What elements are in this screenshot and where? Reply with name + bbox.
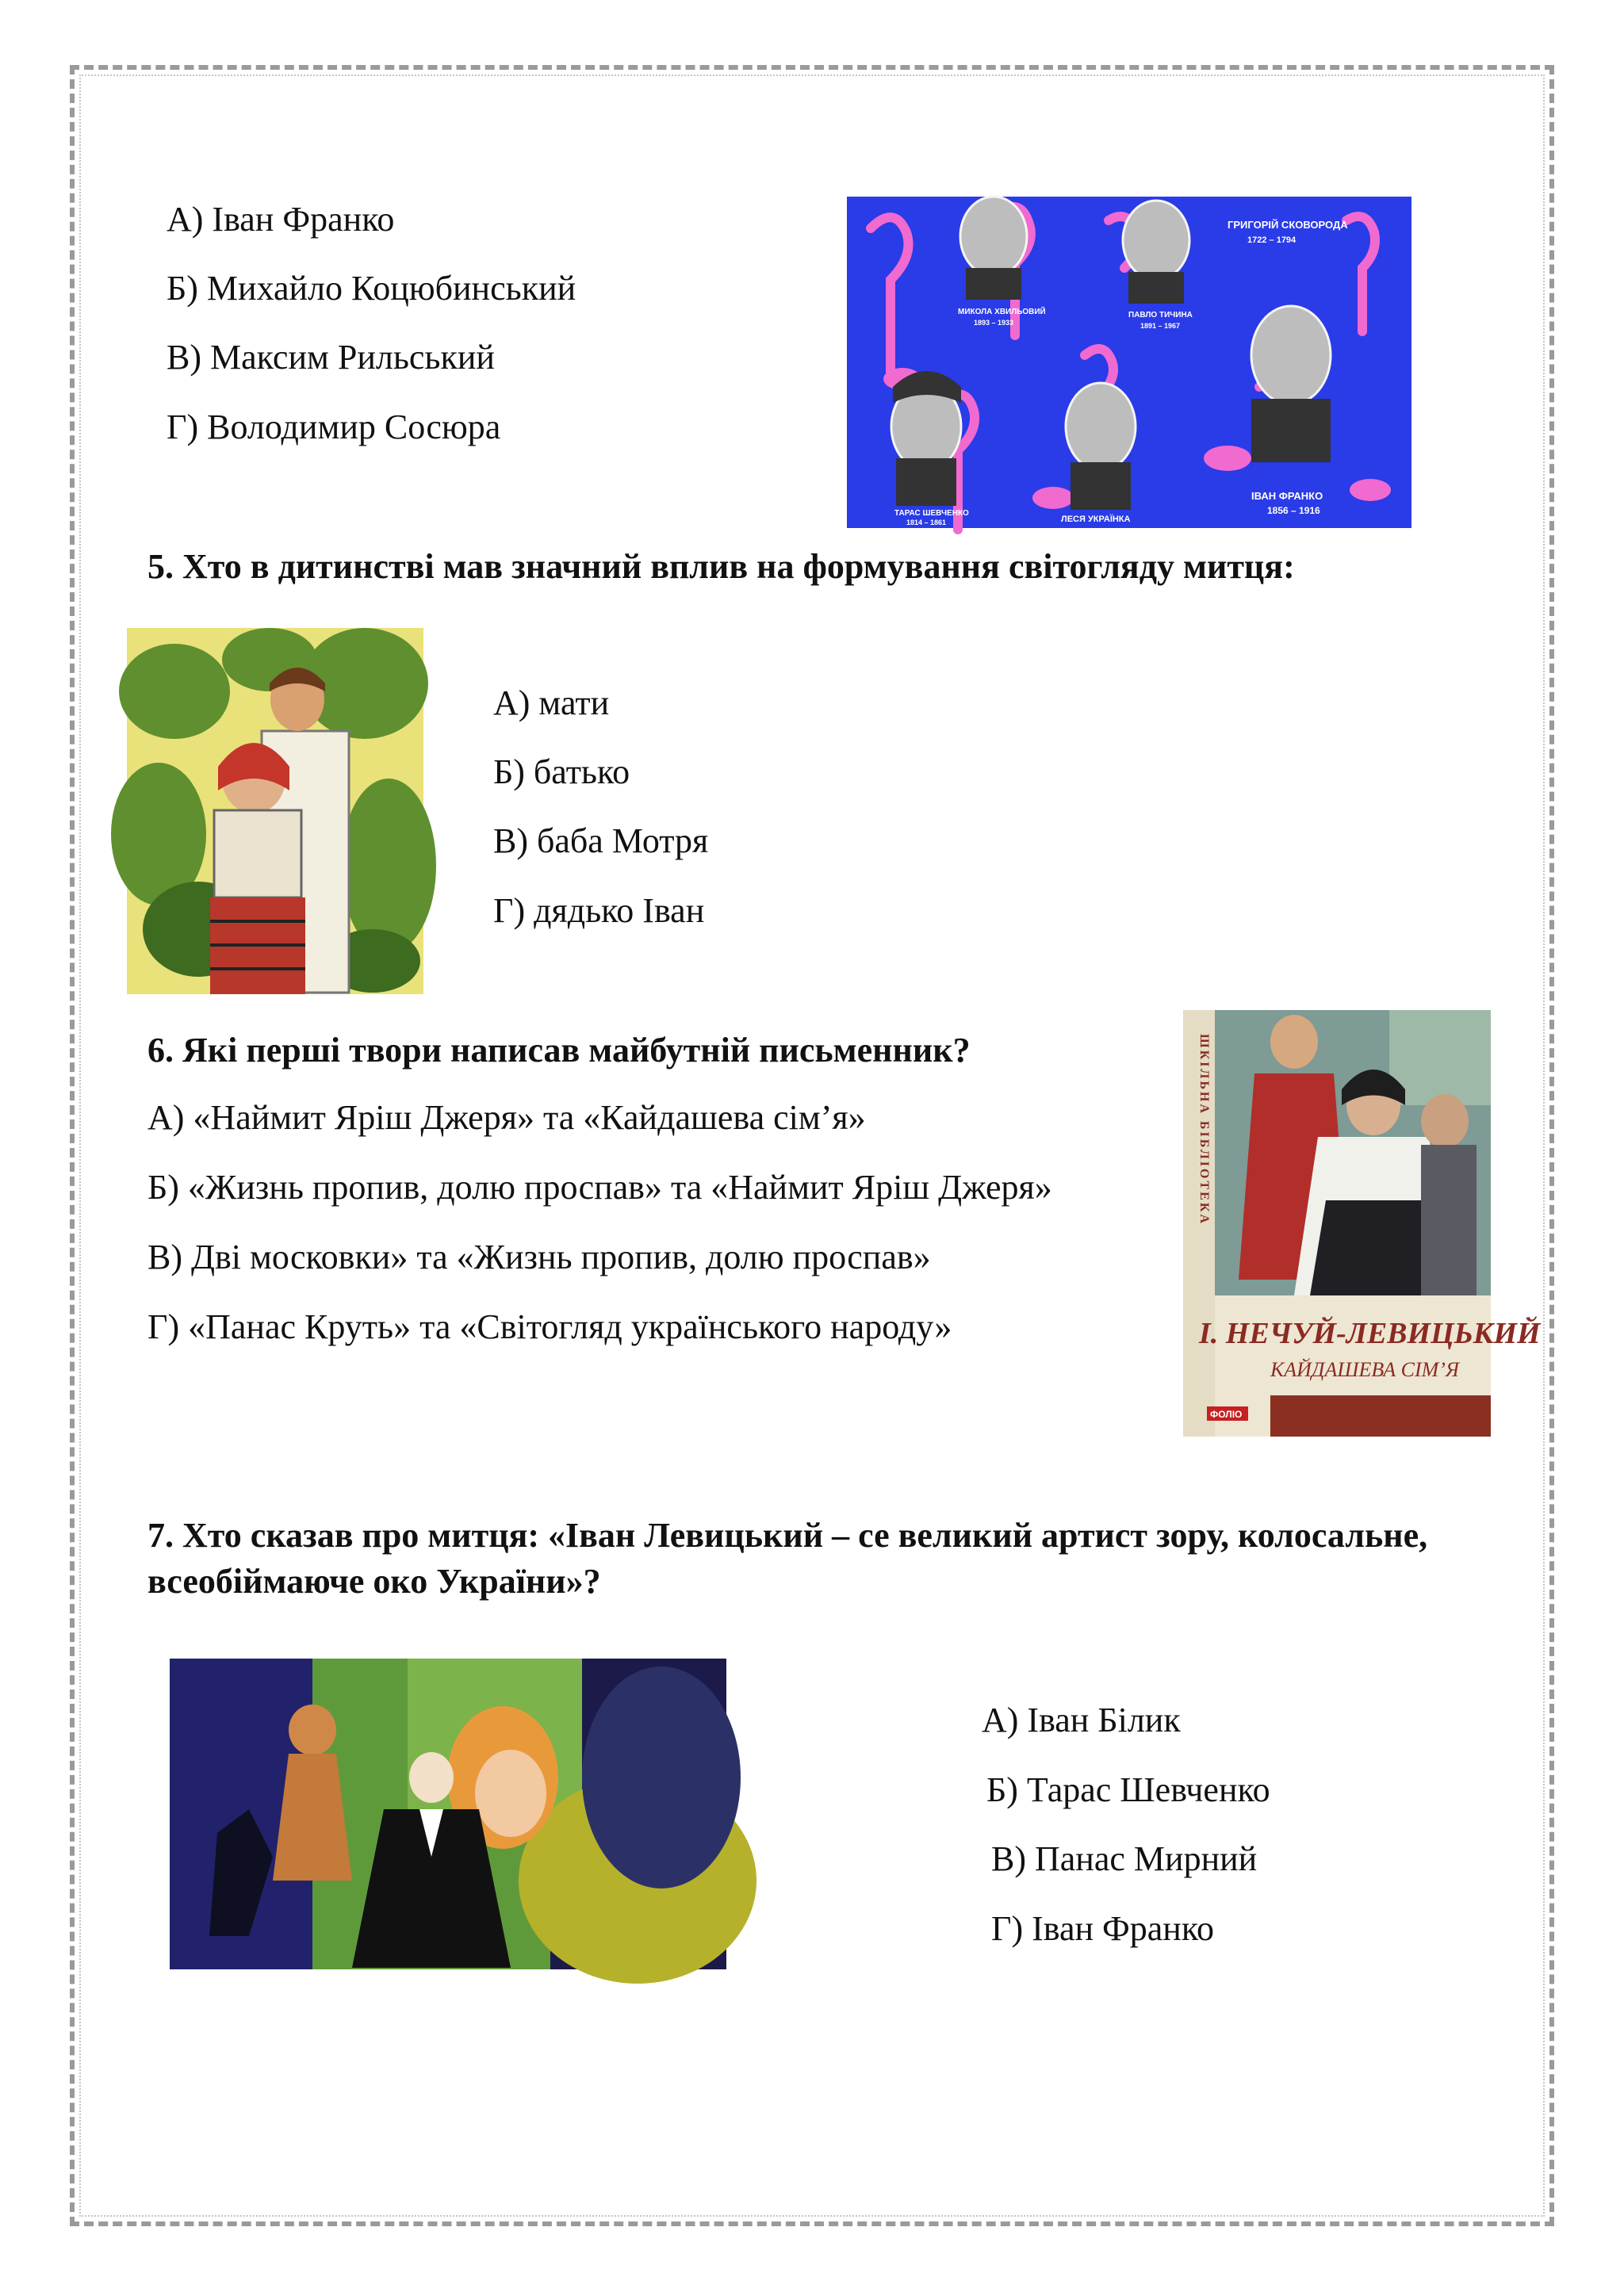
q7-option-c: В) Панас Мирний	[991, 1839, 1258, 1878]
q5-option-b: Б) батько	[493, 752, 630, 791]
kaidasheva-simia-book-cover	[1183, 1010, 1541, 1437]
q5-question: 5. Хто в дитинстві мав значний вплив на формування світогляду митця:	[147, 547, 1295, 586]
label-shevchenko-years: 1814 – 1861	[906, 519, 947, 526]
q7-option-a: А) Іван Білик	[982, 1701, 1181, 1739]
label-khvylovyi: МИКОЛА ХВИЛЬОВИЙ	[958, 308, 1046, 316]
q4-option-d: Г) Володимир Сосюра	[167, 408, 501, 446]
q4-option-a: А) Іван Франко	[167, 200, 395, 239]
label-tychyna: ПАВЛО ТИЧИНА	[1128, 311, 1193, 320]
q6-option-a: А) «Наймит Яріш Джеря» та «Кайдашева сім’я»	[147, 1098, 866, 1137]
book-title: КАЙДАШЕВА СІМ’Я	[1270, 1358, 1460, 1381]
q5-option-a: А) мати	[493, 683, 610, 722]
q6-option-d: Г) «Панас Круть» та «Світогляд українського народу»	[147, 1307, 952, 1346]
q7-option-b: Б) Тарас Шевченко	[986, 1770, 1270, 1809]
label-shevchenko: ТАРАС ШЕВЧЕНКО	[894, 509, 969, 518]
label-tychyna-years: 1891 – 1967	[1140, 322, 1181, 330]
q4-option-b: Б) Михайло Коцюбинський	[167, 269, 576, 308]
q6-option-b: Б) «Жизнь пропив, долю проспав» та «Наймит Яріш Джеря»	[147, 1168, 1052, 1207]
q6-option-c: В) Дві московки» та «Жизнь пропив, долю проспав»	[147, 1238, 931, 1276]
q5-option-c: В) баба Мотря	[493, 821, 709, 860]
levytskyi-collage-image	[170, 1659, 726, 1969]
label-skovoroda: ГРИГОРІЙ СКОВОРОДА	[1228, 219, 1348, 231]
label-khvylovyi-years: 1893 – 1933	[974, 319, 1014, 327]
q7-question: 7. Хто сказав про митця: «Іван Левицький – се великий артист зору, колосальне, всеобіймаюче око України»?	[147, 1516, 1428, 1601]
q7-option-d: Г) Іван Франко	[991, 1909, 1214, 1948]
q5-option-d: Г) дядько Іван	[493, 891, 705, 930]
q4-option-c: В) Максим Рильський	[167, 338, 495, 377]
label-franko-years: 1856 – 1916	[1267, 505, 1320, 516]
publisher-logo: ФОЛІО	[1210, 1409, 1243, 1420]
label-franko: ІВАН ФРАНКО	[1251, 490, 1323, 502]
village-couple-illustration	[127, 628, 423, 994]
writers-portraits-image	[847, 197, 1411, 528]
book-series: ШКІЛЬНА БІБЛІОТЕКА	[1197, 1034, 1211, 1226]
label-ukrainka: ЛЕСЯ УКРАЇНКА	[1061, 515, 1131, 524]
book-author: І. НЕЧУЙ-ЛЕВИЦЬКИЙ	[1199, 1317, 1541, 1350]
label-skovoroda-years: 1722 – 1794	[1247, 235, 1297, 245]
q6-question: 6. Які перші твори написав майбутній письменник?	[147, 1031, 971, 1070]
